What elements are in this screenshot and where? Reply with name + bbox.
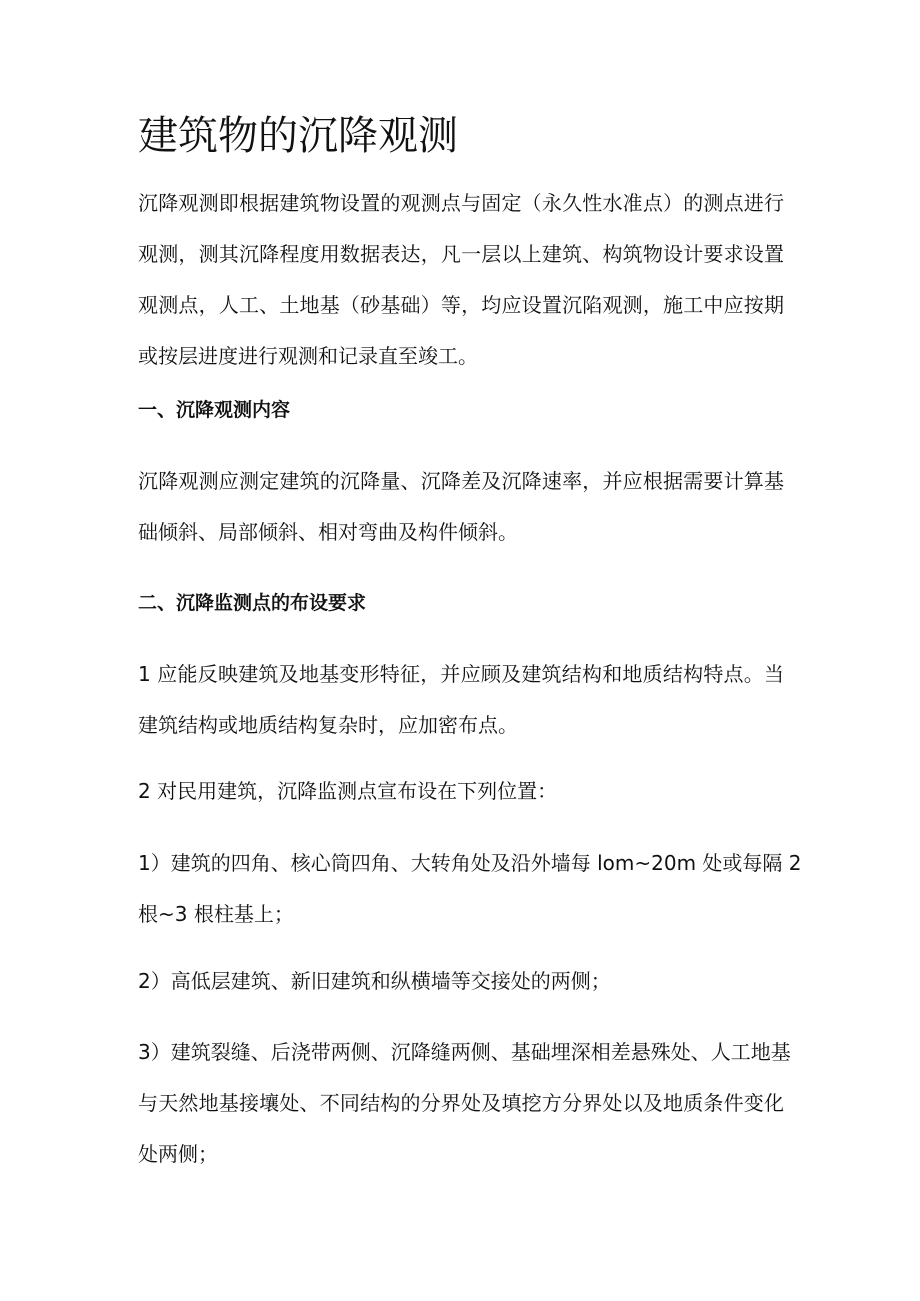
paragraph-line: 3）建筑裂缝、后浇带两侧、沉降缝两侧、基础埋深相差悬殊处、人工地基 bbox=[138, 1040, 791, 1064]
paragraph-line: 础倾斜、局部倾斜、相对弯曲及构件倾斜。 bbox=[138, 520, 518, 544]
paragraph-line: 观测点，人工、土地基（砂基础）等，均应设置沉陷观测，施工中应按期 bbox=[138, 293, 784, 317]
paragraph-line: 2）高低层建筑、新旧建筑和纵横墙等交接处的两侧； bbox=[138, 969, 611, 993]
paragraph-line: 观测，测其沉降程度用数据表达，凡一层以上建筑、构筑物设计要求设置 bbox=[138, 242, 784, 266]
section-heading-content: 一、沉降观测内容 bbox=[138, 399, 291, 421]
section-heading-layout: 二、沉降监测点的布设要求 bbox=[138, 592, 367, 614]
subitem1-paragraph bbox=[138, 838, 802, 940]
paragraph-line: 沉降观测即根据建筑物设置的观测点与固定（永久性水准点）的测点进行 bbox=[138, 191, 784, 215]
section1-paragraph bbox=[138, 456, 784, 558]
paragraph-line: 沉降观测应测定建筑的沉降量、沉降差及沉降速率，并应根据需要计算基 bbox=[138, 469, 784, 493]
paragraph-line: 1）建筑的四角、核心筒四角、大转角处及沿外墙每 lom~20m 处或每隔 2 bbox=[138, 851, 802, 875]
subitem3-paragraph bbox=[138, 1027, 791, 1180]
paragraph-line: 根~3 根柱基上； bbox=[138, 902, 294, 926]
paragraph-line: 与天然地基接壤处、不同结构的分界处及填挖方分界处以及地质条件变化 bbox=[138, 1091, 784, 1115]
paragraph-line: 1 应能反映建筑及地基变形特征，并应顾及建筑结构和地质结构特点。当 bbox=[138, 662, 784, 686]
item2-paragraph bbox=[138, 766, 784, 817]
document-title: 建筑物的沉降观测 bbox=[138, 113, 458, 159]
paragraph-line: 建筑结构或地质结构复杂时，应加密布点。 bbox=[138, 713, 518, 737]
subitem2-paragraph bbox=[138, 956, 784, 1007]
paragraph-line: 或按层进度进行观测和记录直至竣工。 bbox=[138, 344, 478, 368]
paragraph-line: 处两侧； bbox=[138, 1142, 218, 1166]
item1-paragraph bbox=[138, 649, 784, 751]
paragraph-line: 2 对民用建筑，沉降监测点宣布设在下列位置： bbox=[138, 779, 558, 803]
intro-paragraph bbox=[138, 178, 784, 382]
